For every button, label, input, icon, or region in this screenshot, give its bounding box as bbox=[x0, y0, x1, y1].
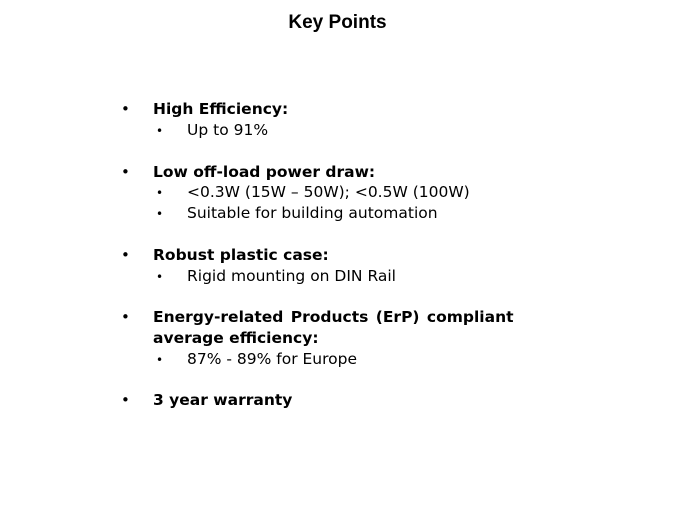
slide-title: Key Points bbox=[288, 12, 387, 33]
point-detail: Suitable for building automation bbox=[187, 204, 438, 222]
bullet-icon: • bbox=[121, 391, 130, 409]
point-heading: Low off-load power draw: bbox=[153, 163, 376, 181]
point-detail: Up to 91% bbox=[187, 121, 269, 139]
bullet-icon: • bbox=[121, 100, 130, 118]
sub-bullet-icon: • bbox=[156, 124, 164, 138]
sub-bullet-icon: • bbox=[156, 270, 164, 284]
point-detail: <0.3W (15W – 50W); <0.5W (100W) bbox=[187, 183, 470, 201]
bullet-icon: • bbox=[121, 246, 130, 264]
point-heading-continued: average efficiency: bbox=[153, 329, 319, 347]
bullet-icon: • bbox=[121, 163, 130, 181]
point-detail: Rigid mounting on DIN Rail bbox=[187, 267, 396, 285]
sub-bullet-icon: • bbox=[156, 186, 164, 200]
point-detail: 87% - 89% for Europe bbox=[187, 350, 358, 368]
point-heading: High Efficiency: bbox=[153, 100, 289, 118]
point-heading: Energy-related Products (ErP) compliant bbox=[153, 308, 514, 326]
point-heading: Robust plastic case: bbox=[153, 246, 329, 264]
point-heading: 3 year warranty bbox=[153, 391, 293, 409]
sub-bullet-icon: • bbox=[156, 353, 164, 367]
bullet-icon: • bbox=[121, 308, 130, 326]
sub-bullet-icon: • bbox=[156, 207, 164, 221]
